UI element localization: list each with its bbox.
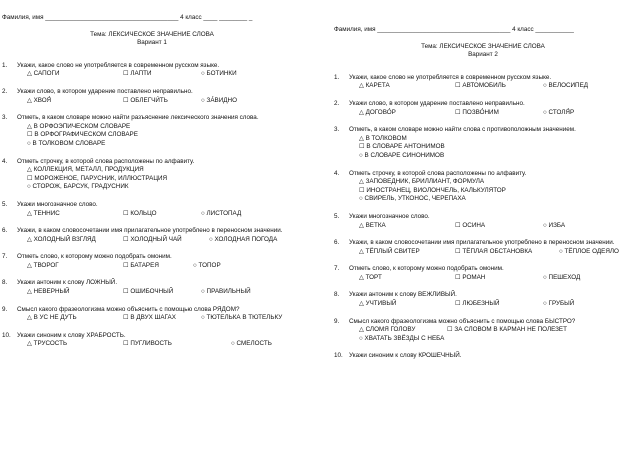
question-number: 2.: [334, 99, 340, 107]
question-number: 5.: [334, 212, 340, 220]
question-text: Укажи, какое слово не употребляется в современном русском языке.: [17, 61, 220, 69]
answer-option[interactable]: △ ЗАПОВЕДНИК, БРИЛЛИАНТ, ФОРМУЛА: [359, 178, 485, 186]
theme-title: Тема: ЛЕКСИЧЕСКОЕ ЗНАЧЕНИЕ СЛОВА: [421, 42, 545, 50]
answer-option[interactable]: △ ТЕННИС: [27, 209, 60, 217]
question-text: Укажи, в каком словосочетании имя прилагательное употреблено в переносном значении.: [349, 239, 615, 247]
question-text: Отметь слово, к которому можно подобрать омоним.: [17, 253, 172, 261]
answer-option[interactable]: △ САПОГИ: [27, 70, 60, 78]
question: [2, 158, 302, 192]
answer-option[interactable]: △ ТОРТ: [359, 273, 382, 281]
answer-option[interactable]: ○ ХВАТАТЬ ЗВЁЗДЫ С НЕБА: [359, 334, 445, 342]
question: [2, 332, 302, 349]
answer-option[interactable]: ○ ИЗБА: [543, 221, 566, 229]
question-text: Укажи антоним к слову ВЕЖЛИВЫЙ.: [349, 291, 457, 299]
answer-option[interactable]: ☐ В ОРФОГРАФИЧЕСКОМ СЛОВАРЕ: [27, 131, 138, 139]
answer-option[interactable]: ○ В СЛОВАРЕ СИНОНИМОВ: [359, 151, 445, 159]
question: [334, 291, 632, 308]
answer-option[interactable]: ☐ БАТАРЕЯ: [123, 261, 159, 269]
question-number: 3.: [2, 114, 8, 122]
question-number: 4.: [334, 169, 340, 177]
worksheet-variant-1: [2, 14, 302, 358]
answer-option[interactable]: △ НЕВЕРНЫЙ: [27, 288, 70, 296]
question-number: 5.: [2, 200, 8, 208]
answer-option[interactable]: ☐ АВТОМОБИЛЬ: [455, 82, 506, 90]
answer-option[interactable]: ○ ГРУБЫЙ: [543, 300, 575, 308]
question-text: Отметь строчку, в которой слова расположены по алфавиту.: [17, 157, 195, 165]
question: [2, 62, 302, 79]
question-number: 10.: [2, 331, 11, 339]
answer-option[interactable]: ○ СМЕЛОСТЬ: [231, 340, 272, 348]
question-number: 1.: [334, 73, 340, 81]
question: [2, 201, 302, 218]
question-number: 2.: [2, 87, 8, 95]
answer-option[interactable]: △ В УС НЕ ДУТЬ: [27, 314, 77, 322]
question: [334, 170, 632, 204]
question-number: 6.: [334, 239, 340, 247]
question-number: 7.: [334, 265, 340, 273]
question-text: Укажи, в каком словосочетании имя прилагательное употреблено в переносном значении.: [17, 227, 283, 235]
question-text: Укажи синоним к слову КРОШЕЧНЫЙ.: [349, 352, 462, 360]
question-number: 4.: [2, 157, 8, 165]
variant-label: Вариант 2: [468, 51, 498, 59]
question-number: 10.: [334, 352, 343, 360]
theme-title: Тема: ЛЕКСИЧЕСКОЕ ЗНАЧЕНИЕ СЛОВА: [90, 30, 214, 38]
question-number: 1.: [2, 61, 8, 69]
question: [2, 253, 302, 270]
answer-option[interactable]: ○ ТОПОР: [193, 261, 221, 269]
question-text: Отметь, в каком словаре можно найти разъяснение лексического значения слова.: [17, 114, 259, 122]
answer-option[interactable]: △ ДОГОВО́Р: [359, 108, 396, 116]
question-text: Укажи многозначное слово.: [349, 212, 430, 220]
answer-option[interactable]: ○ СТОРОЖ, БАРСУК, ГРАДУСНИК: [27, 183, 129, 191]
question-text: Укажи антоним к слову ЛОЖНЫЙ.: [17, 279, 118, 287]
question-text: Укажи синоним к слову ХРАБРОСТЬ.: [17, 331, 126, 339]
question: [334, 213, 632, 230]
answer-option[interactable]: ○ БОТИНКИ: [201, 70, 237, 78]
answer-option[interactable]: ○ В ТОЛКОВОМ СЛОВАРЕ: [27, 139, 106, 147]
answer-option[interactable]: ○ ЛИСТОПАД: [201, 209, 242, 217]
answer-option[interactable]: ☐ ОШИБОЧНЫЙ: [123, 288, 174, 296]
answer-option[interactable]: △ СЛОМЯ ГОЛОВУ: [359, 326, 416, 334]
question: [334, 352, 632, 361]
question: [334, 74, 632, 91]
answer-option[interactable]: ☐ КОЛЬЦО: [123, 209, 157, 217]
answer-option[interactable]: ☐ РОМАН: [455, 273, 486, 281]
question-text: Укажи слово, в котором ударение поставлено неправильно.: [17, 87, 193, 95]
answer-option[interactable]: ○ ВЕЛОСИПЕД: [543, 82, 589, 90]
variant-label: Вариант 1: [137, 39, 167, 47]
answer-option[interactable]: ☐ ХОЛОДНЫЙ ЧАЙ: [123, 235, 182, 243]
answer-option[interactable]: ☐ ТЁПЛАЯ ОБСТАНОВКА: [455, 247, 533, 255]
answer-option[interactable]: ☐ ЛЮБЕЗНЫЙ: [455, 300, 500, 308]
worksheet-variant-2: [334, 26, 632, 370]
answer-option[interactable]: ☐ В ДВУХ ШАГАХ: [123, 314, 176, 322]
question-text: Отметь слово, к которому можно подобрать омоним.: [349, 265, 504, 273]
question-number: 6.: [2, 227, 8, 235]
answer-option[interactable]: ☐ ЗА СЛОВОМ В КАРМАН НЕ ПОЛЕЗЕТ: [447, 326, 567, 334]
answer-option[interactable]: ☐ ИНОСТРАНЕЦ, ВИОЛОНЧЕЛЬ, КАЛЬКУЛЯТОР: [359, 186, 506, 194]
question-text: Смысл какого фразеологизма можно объяснить с помощью слова РЯДОМ?: [17, 305, 240, 313]
title-block: [334, 43, 632, 60]
answer-option[interactable]: △ ХВОЯ́: [27, 96, 52, 104]
question: [2, 227, 302, 244]
answer-option[interactable]: △ В ОРФОЭПИЧЕСКОМ СЛОВАРЕ: [27, 122, 131, 130]
question-number: 9.: [334, 317, 340, 325]
answer-option[interactable]: ○ ПЕШЕХОД: [543, 273, 581, 281]
answer-option[interactable]: ○ СВИРЕЛЬ, УТКОНОС, ЧЕРЕПАХА: [359, 195, 466, 203]
answer-option[interactable]: ☐ В СЛОВАРЕ АНТОНИМОВ: [359, 143, 445, 151]
question-number: 8.: [334, 291, 340, 299]
question: [2, 88, 302, 105]
question: [2, 114, 302, 148]
answer-option[interactable]: ○ ЗА́ВИДНО: [201, 96, 237, 104]
answer-option[interactable]: ☐ ЛАПТИ: [123, 70, 152, 78]
answer-option[interactable]: ☐ ОБЛЕГЧИ́ТЬ: [123, 96, 168, 104]
answer-option[interactable]: ○ ХОЛОДНАЯ ПОГОДА: [209, 235, 278, 243]
answer-option[interactable]: ☐ ПОЗВО́НИМ: [455, 108, 499, 116]
question: [2, 306, 302, 323]
answer-option[interactable]: △ ТЁПЛЫЙ СВИТЕР: [359, 247, 420, 255]
answer-option[interactable]: △ ТВОРОГ: [27, 261, 59, 269]
question-text: Отметь строчку, в которой слова расположены по алфавиту.: [349, 169, 527, 177]
name-class-line: Фамилия, имя ______________________________________ 4 класс ___________: [334, 26, 574, 33]
question: [334, 265, 632, 282]
question-text: Укажи многозначное слово.: [17, 200, 98, 208]
question-text: Укажи слово, в котором ударение поставлено неправильно.: [349, 99, 525, 107]
question-text: Смысл какого фразеологизма можно объяснить с помощью слова БЫСТРО?: [349, 317, 576, 325]
name-class-line: Фамилия, имя ______________________________________ 4 класс ____ ________ _: [2, 14, 253, 21]
answer-option[interactable]: △ ХОЛОДНЫЙ ВЗГЛЯД: [27, 235, 96, 243]
question-number: 9.: [2, 305, 8, 313]
answer-option[interactable]: △ ВЕТКА: [359, 221, 386, 229]
question: [2, 279, 302, 296]
answer-option[interactable]: △ В ТОЛКОВОМ: [359, 134, 407, 142]
answer-option[interactable]: ○ ТЁПЛОЕ ОДЕЯЛО: [559, 247, 619, 255]
question-number: 7.: [2, 253, 8, 261]
answer-option[interactable]: ☐ ПУГЛИВОСТЬ: [123, 340, 172, 348]
answer-option[interactable]: ☐ МОРОЖЕНОЕ, ПАРУСНИК, ИЛЛЮСТРАЦИЯ: [27, 174, 168, 182]
answer-option[interactable]: △ ТРУСОСТЬ: [27, 340, 68, 348]
question-text: Отметь, в каком словаре можно найти слова с противоположным значением.: [349, 126, 576, 134]
question-number: 3.: [334, 126, 340, 134]
answer-option[interactable]: ○ СТОЛЯ́Р: [543, 108, 575, 116]
question: [334, 126, 632, 160]
answer-option[interactable]: △ КАРЕТА: [359, 82, 390, 90]
question: [334, 239, 632, 256]
question-text: Укажи, какое слово не употребляется в современном русском языке.: [349, 73, 552, 81]
question: [334, 318, 632, 344]
answer-option[interactable]: ☐ ОСИНА: [455, 221, 486, 229]
question: [334, 100, 632, 117]
question-number: 8.: [2, 279, 8, 287]
answer-option[interactable]: ○ ТЮТЕЛЬКА В ТЮТЕЛЬКУ: [201, 314, 283, 322]
title-block: [2, 31, 302, 48]
answer-option[interactable]: ○ ПРАВИЛЬНЫЙ: [201, 288, 251, 296]
answer-option[interactable]: △ УЧТИВЫЙ: [359, 300, 397, 308]
answer-option[interactable]: △ КОЛЛЕКЦИЯ, МЕТАЛЛ, ПРОДУКЦИЯ: [27, 166, 144, 174]
